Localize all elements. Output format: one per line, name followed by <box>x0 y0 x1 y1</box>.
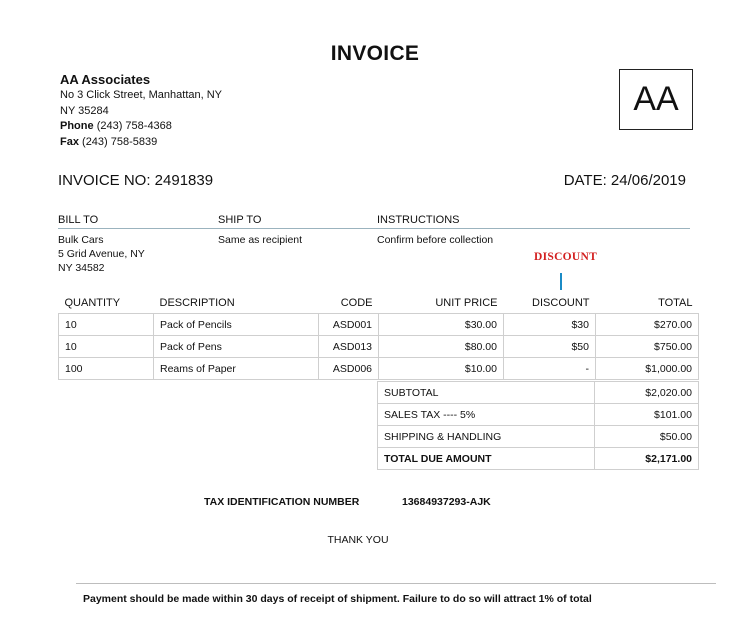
cell-unit-price: $30.00 <box>379 314 504 336</box>
shipping-value: $50.00 <box>595 426 699 448</box>
phone-label: Phone <box>60 120 94 132</box>
bill-to-line: Bulk Cars <box>58 234 104 246</box>
cell-unit-price: $80.00 <box>379 336 504 358</box>
table-row <box>59 358 699 380</box>
invoice-title: INVOICE <box>330 42 420 65</box>
col-header-discount: DISCOUNT <box>532 296 590 309</box>
table-row <box>59 336 699 358</box>
fax-label: Fax <box>60 135 79 148</box>
col-header-total: TOTAL <box>658 296 693 309</box>
company-block <box>60 71 222 150</box>
cell-description: Pack of Pens <box>154 336 319 358</box>
col-header-code: CODE <box>340 296 373 309</box>
shipping-label: SHIPPING & HANDLING <box>378 426 595 448</box>
subtotal-value: $2,020.00 <box>595 382 699 404</box>
instructions-heading: INSTRUCTIONS <box>377 214 460 226</box>
sales-tax-label: SALES TAX ---- 5% <box>378 404 595 426</box>
cell-description: Reams of Paper <box>154 358 319 380</box>
phone-value: (243) 758-4368 <box>96 120 172 132</box>
tax-id-label: TAX IDENTIFICATION NUMBER <box>204 496 360 508</box>
cell-total: $750.00 <box>596 336 699 358</box>
section-divider <box>58 228 690 229</box>
bill-to-line: 5 Grid Avenue, NY <box>58 248 145 260</box>
line-items-table <box>58 292 699 380</box>
bill-to-address <box>58 233 145 275</box>
company-logo: AA <box>619 69 693 130</box>
fax-value: (243) 758-5839 <box>82 135 158 148</box>
total-due-row <box>378 448 699 470</box>
ship-to-heading: SHIP TO <box>218 214 262 226</box>
bill-to-line: NY 34582 <box>58 262 105 274</box>
total-due-value: $2,171.00 <box>595 448 699 470</box>
company-phone <box>60 119 222 135</box>
cell-discount: - <box>504 358 596 380</box>
cell-total: $1,000.00 <box>596 358 699 380</box>
sales-tax-row <box>378 404 699 426</box>
table-header-row <box>59 292 699 314</box>
cell-description: Pack of Pencils <box>154 314 319 336</box>
invoice-number: INVOICE NO: 2491839 <box>58 172 214 189</box>
cell-discount: $50 <box>504 336 596 358</box>
cell-code: ASD013 <box>319 336 379 358</box>
footer-divider <box>76 583 716 584</box>
sales-tax-value: $101.00 <box>595 404 699 426</box>
cell-quantity: 10 <box>59 314 154 336</box>
subtotal-label: SUBTOTAL <box>378 382 595 404</box>
invoice-date: DATE: 24/06/2019 <box>563 172 686 189</box>
company-address-line2: NY 35284 <box>60 104 109 117</box>
shipping-row <box>378 426 699 448</box>
company-name: AA Associates <box>60 72 151 87</box>
table-row <box>59 314 699 336</box>
discount-annotation: DISCOUNT <box>534 251 598 263</box>
col-header-unit-price: UNIT PRICE <box>435 296 498 309</box>
cell-quantity: 10 <box>59 336 154 358</box>
cell-unit-price: $10.00 <box>379 358 504 380</box>
cell-quantity: 100 <box>59 358 154 380</box>
col-header-quantity: QUANTITY <box>64 296 121 309</box>
company-address-line1: No 3 Click Street, Manhattan, NY <box>60 89 223 101</box>
cell-discount: $30 <box>504 314 596 336</box>
payment-terms-note: Payment should be made within 30 days of receipt of shipment. Failure to do so will attract 1% of total <box>83 593 592 605</box>
discount-annotation-marker <box>560 273 562 290</box>
thank-you-text: THANK YOU <box>327 534 389 546</box>
cell-code: ASD001 <box>319 314 379 336</box>
total-due-label: TOTAL DUE AMOUNT <box>378 448 595 470</box>
ship-to-value: Same as recipient <box>218 234 303 246</box>
cell-code: ASD006 <box>319 358 379 380</box>
company-fax <box>60 135 222 151</box>
cell-total: $270.00 <box>596 314 699 336</box>
subtotal-row <box>378 382 699 404</box>
instructions-value: Confirm before collection <box>377 234 494 246</box>
totals-table <box>377 381 699 470</box>
bill-to-heading: BILL TO <box>58 214 99 226</box>
col-header-description: DESCRIPTION <box>159 296 235 309</box>
tax-id-value: 13684937293-AJK <box>402 496 491 508</box>
